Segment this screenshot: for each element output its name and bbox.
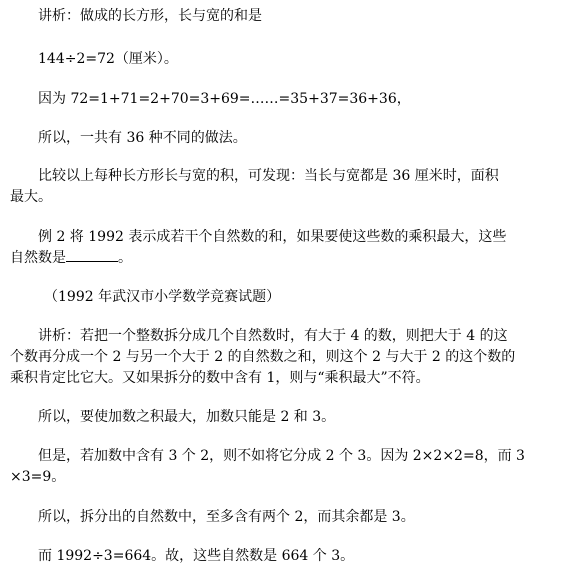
comparison-line-cont: 最大。 xyxy=(10,189,52,205)
example-2-answer-line xyxy=(10,249,132,267)
comparison-line: 比较以上每种长方形长与宽的积，可发现：当长与宽都是 36 厘米时，面积 xyxy=(38,168,499,184)
sum-calculation-line: 144÷2=72（厘米）。 xyxy=(38,51,178,67)
count-conclusion-line: 所以，一共有 36 种不同的做法。 xyxy=(38,130,247,146)
decomposition-line: 因为 72=1+71=2+70=3+69=……=35+37=36+36， xyxy=(38,91,411,107)
analysis-2-line-2: 个数再分成一个 2 与另一个大于 2 的自然数之和，则这个 2 与大于 2 的这个数的 xyxy=(10,349,516,365)
analysis-2-line-3: 乘积肯定比它大。又如果拆分的数中含有 1，则与“乘积最大”不符。 xyxy=(10,370,430,386)
example-2-line: 例 2 将 1992 表示成若干个自然数的和，如果要使这些数的乘积最大，这些 xyxy=(38,229,507,245)
split-conclusion-line: 所以，拆分出的自然数中，至多含有两个 2，而其余都是 3。 xyxy=(38,509,415,525)
addend-conclusion-line: 所以，要使加数之积最大，加数只能是 2 和 3。 xyxy=(38,409,336,425)
three-twos-line: 但是，若加数中含有 3 个 2，则不如将它分成 2 个 3。因为 2×2×2=8，而 3 xyxy=(38,448,525,464)
source-citation: （1992 年武汉市小学数学竞赛试题） xyxy=(44,289,281,305)
analysis-2-line-1: 讲析：若把一个整数拆分成几个自然数时，有大于 4 的数，则把大于 4 的这 xyxy=(38,328,508,344)
answer-blank xyxy=(66,249,118,262)
three-twos-line-cont: ×3=9。 xyxy=(10,469,66,485)
final-answer-line: 而 1992÷3=664。故，这些自然数是 664 个 3。 xyxy=(38,548,355,564)
example-2-answer-prefix: 自然数是 xyxy=(10,250,66,266)
example-2-answer-suffix: 。 xyxy=(118,250,132,266)
analysis-intro-line: 讲析：做成的长方形，长与宽的和是 xyxy=(38,8,262,24)
